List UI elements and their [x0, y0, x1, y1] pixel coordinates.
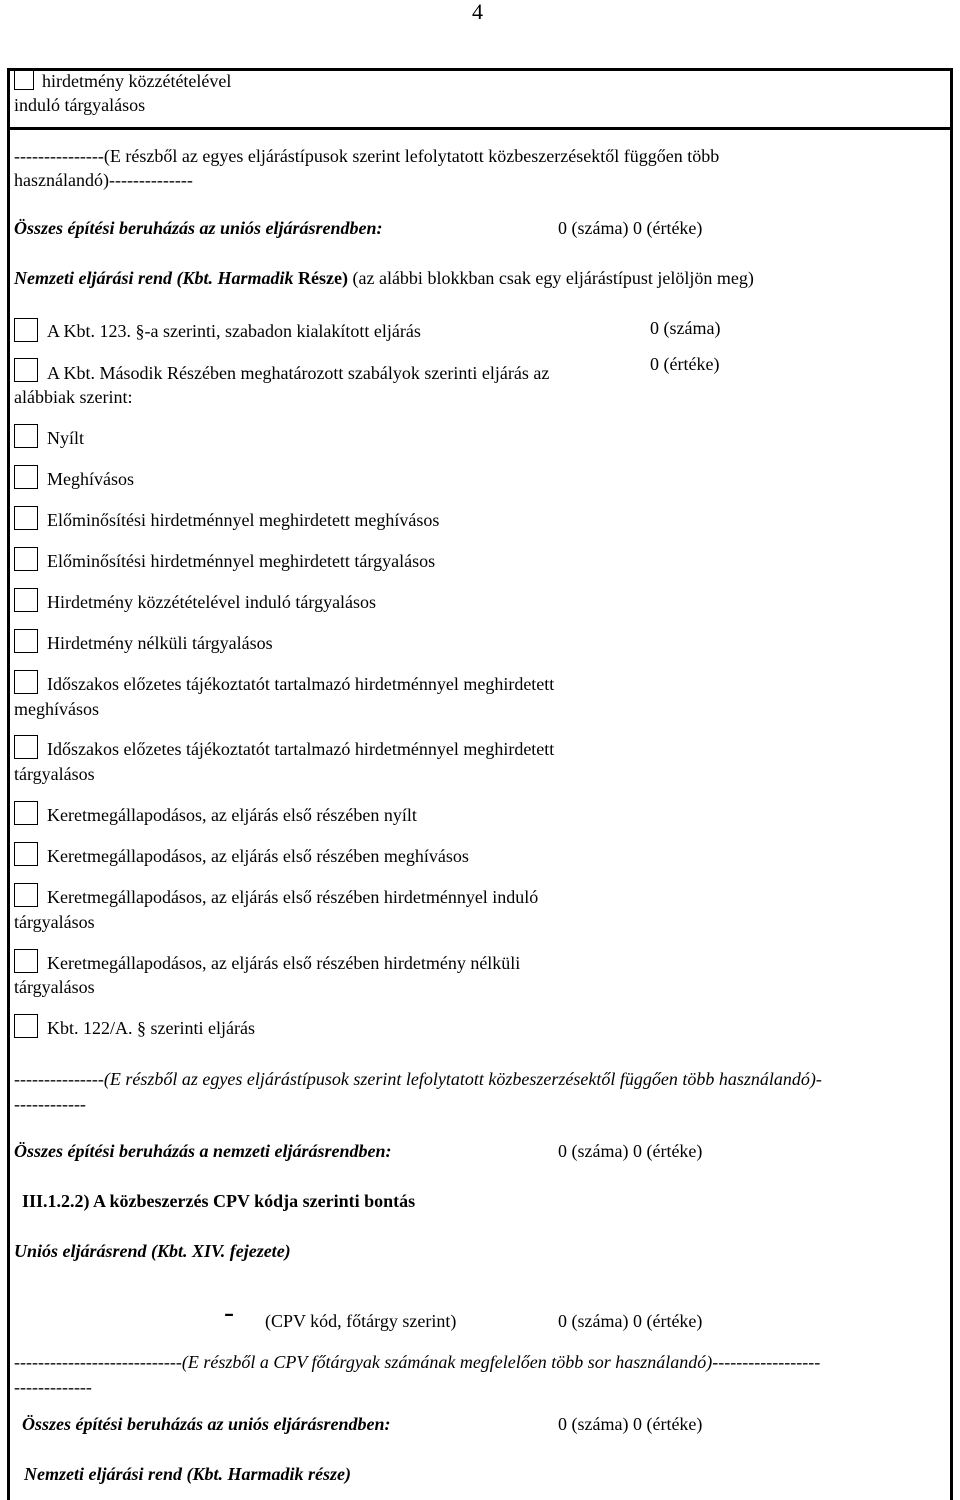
option-keret-nyilt-checkbox[interactable] [14, 801, 38, 825]
option-kbt122a-checkbox[interactable] [14, 1014, 38, 1038]
usage-note-line1: ---------------(E részből az egyes eljárástípusok szerint lefolytatott közbeszerzésektől függően több [14, 146, 720, 166]
option-label: Hirdetmény nélküli tárgyalásos [47, 633, 273, 653]
option-label: Hirdetmény közzétételével induló tárgyalásos [47, 592, 377, 612]
national-footer-heading: Nemzeti eljárási rend (Kbt. Harmadik része) [24, 1464, 351, 1484]
top-option-line2: induló tárgyalásos [14, 95, 146, 115]
option-label: Időszakos előzetes tájékoztatót tartalmazó hirdetménnyel meghirdetett [47, 739, 555, 759]
option-label: Meghívásos [47, 469, 134, 489]
option-label: Időszakos előzetes tájékoztatót tartalmazó hirdetménnyel meghirdetett [47, 674, 555, 694]
national-total-label: Összes építési beruházás a nemzeti eljárásrendben: [14, 1141, 392, 1161]
section-divider [7, 127, 953, 130]
page-number: 4 [472, 0, 483, 24]
kbt-second-part-line2: alábbiak szerint: [14, 387, 133, 407]
option-label-continued: tárgyalásos [14, 912, 95, 932]
option-label: Keretmegállapodásos, az eljárás első részében hirdetménnyel induló [47, 887, 539, 907]
national-regime-header: Nemzeti eljárási rend (Kbt. Harmadik Része) (az alábbi blokkban csak egy eljárástípust jelöljön meg) [14, 268, 754, 288]
cpv-note-line1: ----------------------------(E részből a CPV főtárgyak számának megfelelően több sor használandó)------------------ [14, 1352, 821, 1372]
option-label: Keretmegállapodásos, az eljárás első részében hirdetmény nélküli [47, 953, 521, 973]
cpv-value: 0 (száma) 0 (értéke) [558, 1311, 703, 1331]
kbt123-label: A Kbt. 123. §-a szerinti, szabadon kialakított eljárás [47, 321, 421, 341]
option-label: Előminősítési hirdetménnyel meghirdetett meghívásos [47, 510, 440, 530]
option-label-continued: tárgyalásos [14, 977, 95, 997]
eu-total-value: 0 (száma) 0 (értéke) [558, 218, 703, 238]
option-label-continued: meghívásos [14, 699, 99, 719]
kbt-second-part-line1: A Kbt. Második Részében meghatározott szabályok szerinti eljárás az [47, 363, 550, 383]
option-nyilt-checkbox[interactable] [14, 424, 38, 448]
option-keret-hirdetmennyel-checkbox[interactable] [14, 883, 38, 907]
hirdetmeny-tárgyalásos-checkbox[interactable] [14, 70, 34, 90]
kbt123-count: 0 (száma) [650, 318, 721, 338]
usage-note2-line1: ---------------(E részből az egyes eljárástípusok szerint lefolytatott közbeszerzésektől függően több használandó)- [14, 1069, 822, 1089]
top-option-line1: hirdetmény közzétételével [42, 71, 232, 91]
cpv-label: (CPV kód, főtárgy szerint) [265, 1311, 457, 1331]
kbt-second-part-value: 0 (értéke) [650, 354, 720, 374]
national-total-value: 0 (száma) 0 (értéke) [558, 1141, 703, 1161]
usage-note-line2: használandó)-------------- [14, 170, 193, 190]
eu-total-label: Összes építési beruházás az uniós eljárásrendben: [14, 218, 383, 238]
option-label: Keretmegállapodásos, az eljárás első részében nyílt [47, 805, 417, 825]
option-keret-meghivasos-checkbox[interactable] [14, 842, 38, 866]
option-label: Kbt. 122/A. § szerinti eljárás [47, 1018, 255, 1038]
option-idoszakos-meghivasos-checkbox[interactable] [14, 670, 38, 694]
option-label: Keretmegállapodásos, az eljárás első részében meghívásos [47, 846, 469, 866]
option-elominositesi-meghivasos-checkbox[interactable] [14, 506, 38, 530]
option-hirdetmeny-kozzetetelevel-checkbox[interactable] [14, 588, 38, 612]
option-elominositesi-targyalasos-checkbox[interactable] [14, 547, 38, 571]
option-idoszakos-targyalasos-checkbox[interactable] [14, 735, 38, 759]
option-meghivasos-checkbox[interactable] [14, 465, 38, 489]
option-label: Nyílt [47, 428, 85, 448]
option-label-continued: tárgyalásos [14, 764, 95, 784]
eu-regime-heading: Uniós eljárásrend (Kbt. XIV. fejezete) [14, 1241, 291, 1261]
kbt-second-part-checkbox[interactable] [14, 358, 38, 382]
eu-total2-value: 0 (száma) 0 (értéke) [558, 1414, 703, 1434]
cpv-note-line2: ------------- [14, 1377, 92, 1397]
usage-note2-line2: ------------ [14, 1094, 86, 1114]
eu-total2-label: Összes építési beruházás az uniós eljárásrendben: [22, 1414, 391, 1434]
cpv-dash: - [224, 1296, 234, 1329]
option-label: Előminősítési hirdetménnyel meghirdetett tárgyalásos [47, 551, 436, 571]
kbt123-checkbox[interactable] [14, 318, 38, 342]
section-heading: III.1.2.2) A közbeszerzés CPV kódja szerinti bontás [22, 1191, 416, 1211]
option-keret-hirdetmeny-nelkuli-checkbox[interactable] [14, 949, 38, 973]
option-hirdetmeny-nelkuli-checkbox[interactable] [14, 629, 38, 653]
